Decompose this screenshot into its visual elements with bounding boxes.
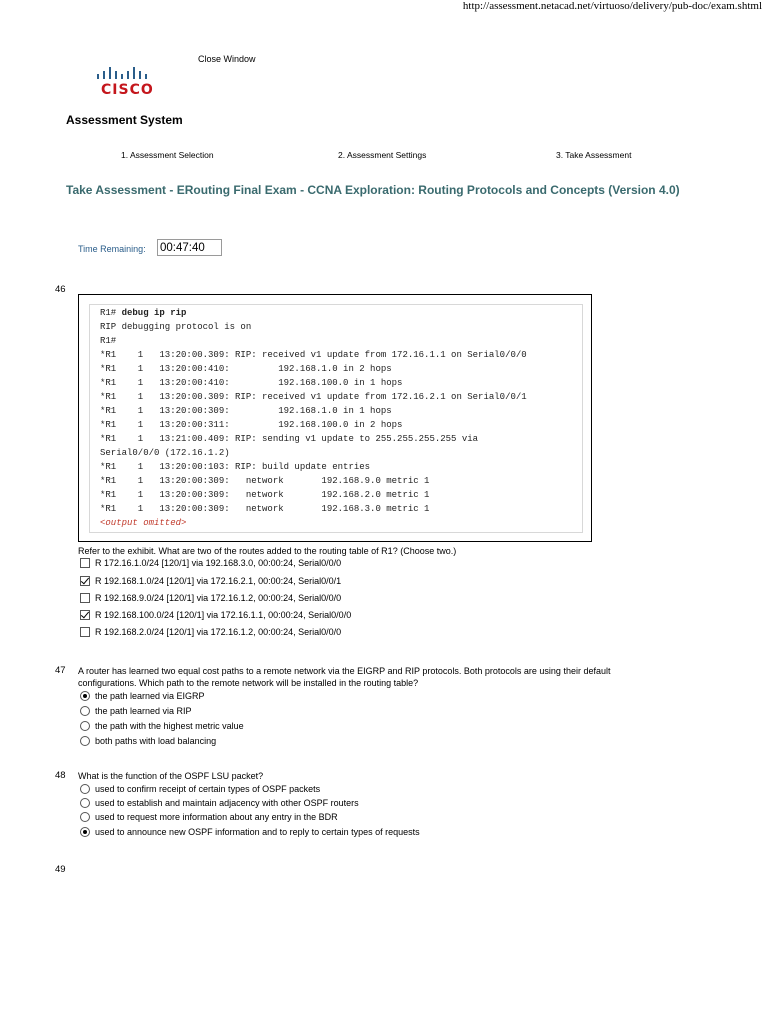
exhibit-line: *R1 1 13:20:00:311: 192.168.100.0 in 2 hops: [100, 420, 403, 430]
checkbox-checked[interactable]: [80, 576, 90, 586]
radio-button[interactable]: [80, 736, 90, 746]
exhibit-line: *R1 1 13:20:00:103: RIP: build update entries: [100, 462, 371, 472]
question-number: 48: [55, 770, 66, 781]
answer-option[interactable]: [80, 736, 216, 746]
answer-option[interactable]: [80, 558, 341, 568]
answer-option[interactable]: [80, 610, 351, 620]
exhibit-line: *R1 1 13:20:00:309: network 192.168.2.0 metric 1: [100, 490, 430, 500]
exhibit-line: *R1 1 13:20:00:309: network 192.168.9.0 metric 1: [100, 476, 430, 486]
question-number: 47: [55, 665, 66, 676]
option-label: both paths with load balancing: [95, 736, 217, 746]
option-label: R 192.168.2.0/24 [120/1] via 172.16.1.2, 00:00:24, Serial0/0/0: [95, 627, 342, 637]
browser-url: http://assessment.netacad.net/virtuoso/delivery/pub-doc/exam.shtml: [462, 0, 762, 12]
answer-option[interactable]: [80, 691, 205, 701]
question-text: What is the function of the OSPF LSU packet?: [78, 771, 264, 781]
radio-button[interactable]: [80, 706, 90, 716]
option-label: R 172.16.1.0/24 [120/1] via 192.168.3.0, 00:00:24, Serial0/0/0: [95, 558, 342, 568]
checkbox[interactable]: [80, 593, 90, 603]
answer-option[interactable]: [80, 798, 359, 808]
answer-option[interactable]: [80, 593, 341, 603]
question-number: 49: [55, 864, 66, 875]
exhibit-line: Serial0/0/0 (172.16.1.2): [100, 448, 230, 458]
question-text-line: A router has learned two equal cost paths to a remote network via the EIGRP and RIP protocols. Both protocols are using their default: [78, 666, 611, 676]
option-label: the path learned via RIP: [95, 706, 192, 716]
exhibit-line: RIP debugging protocol is on: [100, 322, 252, 332]
option-label: the path with the highest metric value: [95, 721, 244, 731]
answer-option[interactable]: [80, 827, 420, 837]
option-label: the path learned via EIGRP: [95, 691, 205, 701]
exhibit-line: *R1 1 13:20:00.309: RIP: received v1 update from 172.16.1.1 on Serial0/0/0: [100, 350, 527, 360]
question-text-line: configurations. Which path to the remote network will be installed in the routing table?: [78, 678, 419, 688]
checkbox-checked[interactable]: [80, 610, 90, 620]
time-remaining-label: Time Remaining:: [78, 244, 146, 254]
radio-button-selected[interactable]: [80, 827, 90, 837]
exhibit-line: R1#: [100, 336, 117, 346]
exhibit-output-omitted: <output omitted>: [100, 518, 187, 528]
answer-option[interactable]: [80, 706, 192, 716]
question-text: Refer to the exhibit. What are two of the routes added to the routing table of R1? (Choose two.): [78, 546, 457, 556]
exhibit-line: *R1 1 13:20:00:309: 192.168.1.0 in 1 hops: [100, 406, 392, 416]
close-window-link[interactable]: Close Window: [198, 54, 256, 64]
answer-option[interactable]: [80, 721, 244, 731]
radio-button[interactable]: [80, 798, 90, 808]
answer-option[interactable]: [80, 576, 341, 586]
radio-button[interactable]: [80, 812, 90, 822]
exhibit-line: *R1 1 13:20:00:309: network 192.168.3.0 metric 1: [100, 504, 430, 514]
exhibit-command-line: R1# debug ip rip: [100, 308, 187, 318]
radio-button-selected[interactable]: [80, 691, 90, 701]
exhibit-line: *R1 1 13:20:00:410: 192.168.100.0 in 1 hops: [100, 378, 403, 388]
radio-button[interactable]: [80, 721, 90, 731]
step-assessment-selection: 1. Assessment Selection: [121, 150, 214, 160]
radio-button[interactable]: [80, 784, 90, 794]
option-label: used to announce new OSPF information and to reply to certain types of requests: [95, 827, 420, 837]
answer-option[interactable]: [80, 812, 338, 822]
checkbox[interactable]: [80, 558, 90, 568]
option-label: R 192.168.100.0/24 [120/1] via 172.16.1.1, 00:00:24, Serial0/0/0: [95, 610, 352, 620]
cisco-logo-text: CISCO: [101, 82, 154, 98]
option-label: used to request more information about any entry in the BDR: [95, 812, 338, 822]
exhibit-line: *R1 1 13:20:00:410: 192.168.1.0 in 2 hops: [100, 364, 392, 374]
option-label: R 192.168.1.0/24 [120/1] via 172.16.2.1, 00:00:24, Serial0/0/1: [95, 576, 342, 586]
system-title: Assessment System: [66, 113, 183, 127]
checkbox[interactable]: [80, 627, 90, 637]
step-assessment-settings: 2. Assessment Settings: [338, 150, 427, 160]
exhibit: [78, 294, 592, 542]
exhibit-line: *R1 1 13:20:00.309: RIP: received v1 update from 172.16.2.1 on Serial0/0/1: [100, 392, 527, 402]
step-take-assessment: 3. Take Assessment: [556, 150, 632, 160]
time-remaining-field: 00:47:40: [157, 239, 222, 256]
question-number: 46: [55, 284, 66, 295]
answer-option[interactable]: [80, 627, 341, 637]
option-label: used to establish and maintain adjacency with other OSPF routers: [95, 798, 359, 808]
page-title: Take Assessment - ERouting Final Exam - CCNA Exploration: Routing Protocols and Concepts (Version 4.0): [66, 183, 680, 197]
option-label: used to confirm receipt of certain types of OSPF packets: [95, 784, 321, 794]
option-label: R 192.168.9.0/24 [120/1] via 172.16.1.2, 00:00:24, Serial0/0/0: [95, 593, 342, 603]
answer-option[interactable]: [80, 784, 320, 794]
exhibit-line: *R1 1 13:21:00.409: RIP: sending v1 update to 255.255.255.255 via: [100, 434, 479, 444]
